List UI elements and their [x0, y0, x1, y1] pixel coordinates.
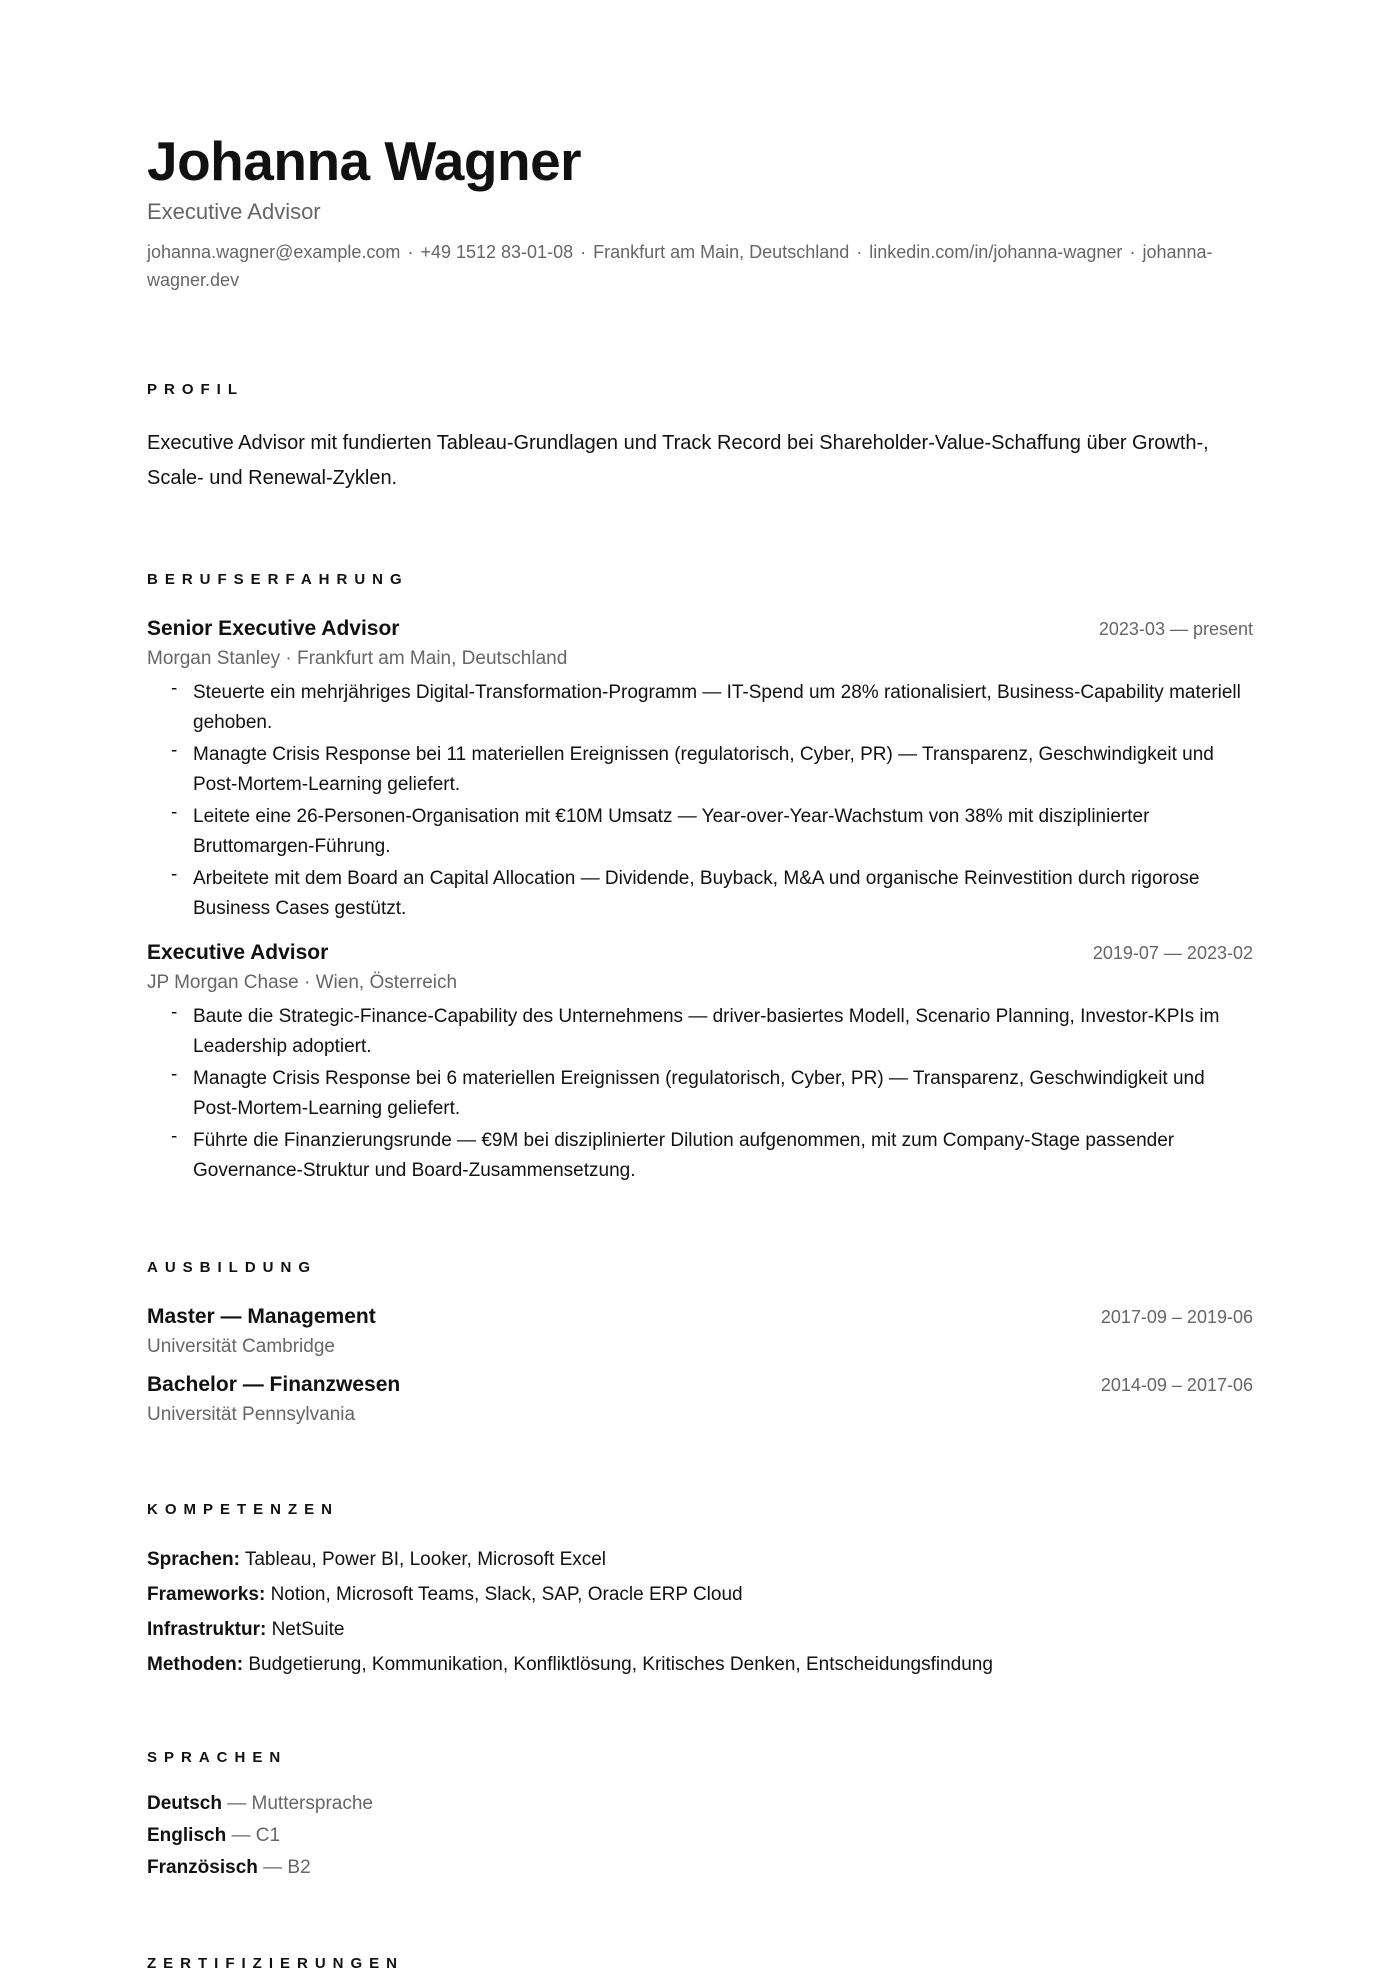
section-title-skills: KOMPETENZEN	[147, 1501, 340, 1518]
candidate-name: Johanna Wagner	[147, 130, 582, 192]
language-name: Deutsch	[147, 1793, 222, 1814]
language-row	[147, 1820, 1253, 1852]
job-dates: 2023-03 — present	[1098, 619, 1253, 639]
candidate-headline: Executive Advisor	[147, 199, 321, 224]
bullet-text: Arbeitete mit dem Board an Capital Allocation — Dividende, Buyback, M&A und organische Reinvestition durch rigorose Business Cases gestützt.	[193, 868, 1200, 919]
job-organization: Morgan Stanley · Frankfurt am Main, Deutschland	[147, 648, 568, 669]
job-bullet	[171, 1002, 1253, 1062]
job-bullets	[147, 1002, 1253, 1186]
language-level: — Muttersprache	[227, 1793, 373, 1814]
skills-list	[147, 1542, 1253, 1682]
job-bullet	[171, 802, 1253, 862]
resume-content	[147, 128, 1253, 1974]
skill-value: Budgetierung, Kommunikation, Konfliktlösung, Kritisches Denken, Entscheidungsfindung	[248, 1654, 993, 1675]
language-row	[147, 1852, 1253, 1884]
education-school: Universität Cambridge	[147, 1336, 335, 1357]
languages-list	[147, 1788, 1253, 1884]
bullet-text: Führte die Finanzierungsrunde — €9M bei disziplinierter Dilution aufgenommen, mit zum Company-Stage passender Governance-Struktur und Board-Zusammensetzung.	[193, 1130, 1175, 1181]
section-title-languages: SPRACHEN	[147, 1749, 288, 1766]
job-bullet	[171, 678, 1253, 738]
education-entry	[147, 1370, 1253, 1430]
bullet-marker: -	[171, 740, 178, 761]
language-name: Englisch	[147, 1825, 227, 1846]
education-degree: Bachelor — Finanzwesen	[147, 1373, 401, 1396]
section-title-education: AUSBILDUNG	[147, 1259, 317, 1276]
contact-location: Frankfurt am Main, Deutschland	[593, 242, 850, 262]
section-title-certifications: ZERTIFIZIERUNGEN	[147, 1955, 404, 1972]
skill-label: Infrastruktur:	[147, 1619, 267, 1640]
contact-line	[147, 238, 1253, 294]
job-bullet	[171, 1064, 1253, 1124]
section-title-experience: BERUFSERFAHRUNG	[147, 571, 409, 588]
skill-value: Tableau, Power BI, Looker, Microsoft Excel	[244, 1549, 607, 1570]
experience-entry	[147, 614, 1253, 924]
bullet-text: Baute die Strategic-Finance-Capability des Unternehmens — driver-basiertes Modell, Scenario Planning, Investor-KPIs im Leadership adoptiert.	[193, 1006, 1220, 1057]
education-degree: Master — Management	[147, 1305, 376, 1328]
bullet-marker: -	[171, 802, 178, 823]
bullet-text: Managte Crisis Response bei 11 materiellen Ereignissen (regulatorisch, Cyber, PR) — Transparenz, Geschwindigkeit und Post-Mortem-Learning geliefert.	[193, 744, 1214, 795]
language-name: Französisch	[147, 1857, 258, 1878]
experience-header	[147, 938, 1253, 968]
education-header	[147, 1370, 1253, 1400]
contact-website[interactable]: johanna-wagner.dev	[147, 242, 1213, 290]
contact-separator: ·	[407, 242, 414, 262]
language-row	[147, 1788, 1253, 1820]
skill-row	[147, 1612, 1253, 1647]
skill-label: Methoden:	[147, 1654, 244, 1675]
experience-entry	[147, 938, 1253, 1186]
contact-separator: ·	[856, 242, 863, 262]
bullet-marker: -	[171, 1064, 178, 1085]
job-dates: 2019-07 — 2023-02	[1092, 943, 1253, 963]
education-header	[147, 1302, 1253, 1332]
contact-email[interactable]: johanna.wagner@example.com	[147, 242, 401, 262]
job-organization: JP Morgan Chase · Wien, Österreich	[147, 972, 458, 993]
profile-summary: Executive Advisor mit fundierten Tableau-Grundlagen und Track Record bei Shareholder-Value-Schaffung über Growth-, Scale- und Renewal-Zyklen.	[147, 432, 1209, 489]
section-title-profile: PROFIL	[147, 381, 244, 398]
language-level: — C1	[231, 1825, 281, 1846]
skill-label: Sprachen:	[147, 1549, 240, 1570]
contact-separator: ·	[1129, 242, 1136, 262]
job-bullet	[171, 740, 1253, 800]
contact-separator: ·	[580, 242, 587, 262]
skill-row	[147, 1577, 1253, 1612]
bullet-marker: -	[171, 678, 178, 699]
job-bullet	[171, 864, 1253, 924]
job-title: Senior Executive Advisor	[147, 617, 400, 640]
bullet-text: Managte Crisis Response bei 6 materiellen Ereignissen (regulatorisch, Cyber, PR) — Transparenz, Geschwindigkeit und Post-Mortem-Learning geliefert.	[193, 1068, 1205, 1119]
language-level: — B2	[263, 1857, 311, 1878]
bullet-marker: -	[171, 1126, 178, 1147]
education-dates: 2014-09 – 2017-06	[1100, 1375, 1253, 1395]
bullet-marker: -	[171, 864, 178, 885]
education-dates: 2017-09 – 2019-06	[1100, 1307, 1253, 1327]
bullet-marker: -	[171, 1002, 178, 1023]
bullet-text: Steuerte ein mehrjähriges Digital-Transformation-Programm — IT-Spend um 28% rationalisiert, Business-Capability materiell gehoben.	[193, 682, 1241, 733]
experience-header	[147, 614, 1253, 644]
education-entry	[147, 1302, 1253, 1362]
skill-value: NetSuite	[271, 1619, 345, 1640]
skill-label: Frameworks:	[147, 1584, 266, 1605]
skill-row	[147, 1647, 1253, 1682]
contact-linkedin[interactable]: linkedin.com/in/johanna-wagner	[869, 242, 1123, 262]
bullet-text: Leitete eine 26-Personen-Organisation mit €10M Umsatz — Year-over-Year-Wachstum von 38% mit disziplinierter Bruttomargen-Führung.	[193, 806, 1150, 857]
education-school: Universität Pennsylvania	[147, 1404, 356, 1425]
job-bullet	[171, 1126, 1253, 1186]
skill-value: Notion, Microsoft Teams, Slack, SAP, Oracle ERP Cloud	[270, 1584, 743, 1605]
job-bullets	[147, 678, 1253, 924]
job-title: Executive Advisor	[147, 941, 329, 964]
skill-row	[147, 1542, 1253, 1577]
contact-phone[interactable]: +49 1512 83-01-08	[420, 242, 574, 262]
